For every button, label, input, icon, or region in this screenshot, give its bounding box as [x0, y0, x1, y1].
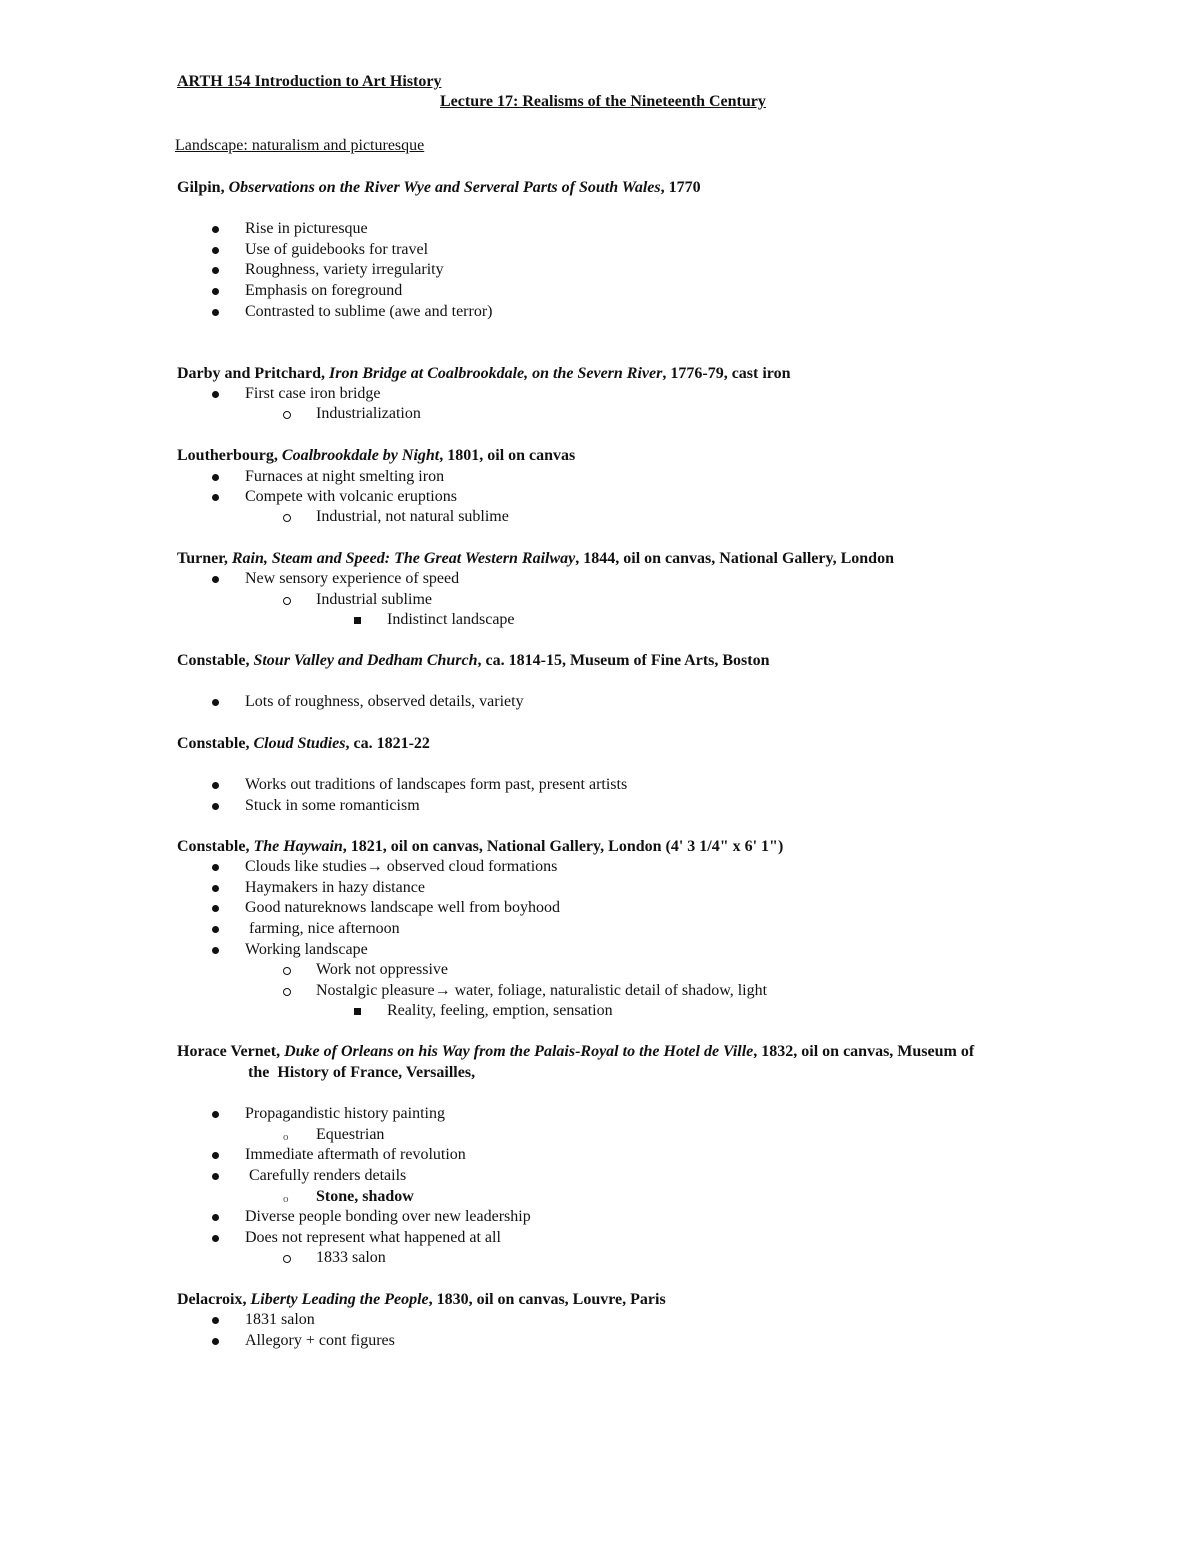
- sub-bullet-marker-icon: o: [283, 1131, 289, 1143]
- entry-heading: [177, 549, 894, 569]
- artwork-title: Observations on the River Wye and Serveral Parts of South Wales: [228, 179, 661, 196]
- artwork-details: , ca. 1814-15, Museum of Fine Arts, Boston: [477, 652, 770, 669]
- list-item: Diverse people bonding over new leadership: [245, 1208, 531, 1225]
- artwork-details: , 1776-79, cast iron: [662, 365, 791, 382]
- bullet-disc-icon: [212, 267, 219, 274]
- list-item: Stuck in some romanticism: [245, 797, 420, 814]
- entry-heading: [177, 651, 770, 671]
- list-item: Emphasis on foreground: [245, 282, 403, 299]
- bullet-square-icon: [354, 1008, 361, 1015]
- bullet-circle-icon: [283, 411, 291, 419]
- list-item: 1831 salon: [245, 1311, 315, 1328]
- list-item: Equestrian: [316, 1126, 385, 1143]
- bullet-disc-icon: [212, 494, 219, 501]
- bullet-disc-icon: [212, 1111, 219, 1118]
- list-item: Roughness, variety irregularity: [245, 261, 444, 278]
- bullet-disc-icon: [212, 1338, 219, 1345]
- artist-name: Horace Vernet,: [177, 1043, 285, 1060]
- list-item: Lots of roughness, observed details, variety: [245, 693, 524, 710]
- bullet-disc-icon: [212, 576, 219, 583]
- section-heading: Landscape: naturalism and picturesque: [175, 137, 425, 154]
- entry-heading-continuation: the History of France, Versailles,: [248, 1064, 476, 1081]
- entry-heading: [177, 364, 791, 384]
- list-item: farming, nice afternoon: [245, 920, 400, 937]
- entry-heading: [177, 837, 783, 857]
- artist-name: Gilpin,: [177, 179, 229, 196]
- artwork-details: , 1821, oil on canvas, National Gallery, London (4' 3 1/4" x 6' 1"): [342, 838, 784, 855]
- artwork-details: , 1830, oil on canvas, Louvre, Paris: [428, 1291, 666, 1308]
- entry-heading: [177, 1042, 974, 1062]
- artwork-details: , 1844, oil on canvas, National Gallery, London: [575, 550, 894, 567]
- bullet-disc-icon: [212, 947, 219, 954]
- artwork-title: Coalbrookdale by Night: [281, 447, 440, 464]
- list-item: Allegory + cont figures: [245, 1332, 395, 1349]
- artwork-title: Duke of Orleans on his Way from the Palais-Royal to the Hotel de Ville: [284, 1043, 754, 1060]
- entry-heading: [177, 446, 575, 466]
- artwork-details: , 1801, oil on canvas: [439, 447, 576, 464]
- bullet-circle-icon: [283, 597, 291, 605]
- bullet-disc-icon: [212, 803, 219, 810]
- bullet-disc-icon: [212, 1152, 219, 1159]
- artwork-title: Liberty Leading the People: [250, 1291, 429, 1308]
- list-item: Reality, feeling, emption, sensation: [387, 1002, 613, 1019]
- artwork-details: , 1832, oil on canvas, Museum of: [753, 1043, 975, 1060]
- artwork-title: Stour Valley and Dedham Church: [253, 652, 478, 669]
- artist-name: Delacroix,: [177, 1291, 251, 1308]
- bullet-disc-icon: [212, 1235, 219, 1242]
- bullet-circle-icon: [283, 1255, 291, 1263]
- artwork-title: Iron Bridge at Coalbrookdale, on the Severn River: [329, 365, 663, 382]
- bullet-disc-icon: [212, 288, 219, 295]
- artwork-title: Cloud Studies: [253, 735, 346, 752]
- bullet-square-icon: [354, 617, 361, 624]
- bullet-disc-icon: [212, 309, 219, 316]
- artwork-details: , 1770: [660, 179, 701, 196]
- bullet-disc-icon: [212, 247, 219, 254]
- list-item: New sensory experience of speed: [245, 570, 460, 587]
- bullet-disc-icon: [212, 885, 219, 892]
- artist-name: Constable,: [177, 838, 254, 855]
- artist-name: Loutherbourg,: [177, 447, 282, 464]
- list-item: Compete with volcanic eruptions: [245, 488, 457, 505]
- artist-name: Darby and Pritchard,: [177, 365, 329, 382]
- bullet-disc-icon: [212, 926, 219, 933]
- artist-name: Constable,: [177, 652, 254, 669]
- list-item: Working landscape: [245, 941, 368, 958]
- entry-heading: [177, 1290, 666, 1310]
- bullet-circle-icon: [283, 514, 291, 522]
- bullet-disc-icon: [212, 782, 219, 789]
- list-item: Immediate aftermath of revolution: [245, 1146, 466, 1163]
- entry-heading: [177, 178, 701, 198]
- list-item: Furnaces at night smelting iron: [245, 468, 445, 485]
- bullet-disc-icon: [212, 391, 219, 398]
- list-item: Rise in picturesque: [245, 220, 368, 237]
- bullet-disc-icon: [212, 699, 219, 706]
- list-item: Works out traditions of landscapes form past, present artists: [245, 776, 628, 793]
- list-item: Indistinct landscape: [387, 611, 515, 628]
- list-item: Does not represent what happened at all: [245, 1229, 501, 1246]
- bullet-disc-icon: [212, 1214, 219, 1221]
- list-item: 1833 salon: [316, 1249, 386, 1266]
- artwork-title: Rain, Steam and Speed: The Great Western Railway: [231, 550, 576, 567]
- artist-name: Constable,: [177, 735, 254, 752]
- list-item: Use of guidebooks for travel: [245, 241, 429, 258]
- bullet-disc-icon: [212, 474, 219, 481]
- list-item: Nostalgic pleasure→ water, foliage, naturalistic detail of shadow, light: [316, 982, 768, 999]
- sub-bullet-marker-icon: o: [283, 1193, 289, 1205]
- list-item: Work not oppressive: [316, 961, 449, 978]
- artwork-title: The Haywain: [253, 838, 343, 855]
- bullet-disc-icon: [212, 1173, 219, 1180]
- artwork-details: , ca. 1821-22: [345, 735, 430, 752]
- list-item: Industrialization: [316, 405, 421, 422]
- bullet-disc-icon: [212, 905, 219, 912]
- list-item: Industrial sublime: [316, 591, 432, 608]
- list-item: Clouds like studies→ observed cloud formations: [245, 858, 558, 875]
- list-item: Propagandistic history painting: [245, 1105, 445, 1122]
- list-item: Carefully renders details: [245, 1167, 407, 1184]
- bullet-disc-icon: [212, 864, 219, 871]
- bullet-circle-icon: [283, 988, 291, 996]
- list-item: Contrasted to sublime (awe and terror): [245, 303, 493, 320]
- entry-heading: [177, 734, 430, 754]
- course-title: ARTH 154 Introduction to Art History: [177, 73, 442, 90]
- list-item: Stone, shadow: [316, 1188, 414, 1205]
- list-item: Haymakers in hazy distance: [245, 879, 425, 896]
- list-item: First case iron bridge: [245, 385, 381, 402]
- lecture-title: Lecture 17: Realisms of the Nineteenth Century: [440, 93, 766, 110]
- bullet-circle-icon: [283, 967, 291, 975]
- list-item: Good natureknows landscape well from boyhood: [245, 899, 561, 916]
- artist-name: Turner,: [177, 550, 232, 567]
- list-item: Industrial, not natural sublime: [316, 508, 509, 525]
- bullet-disc-icon: [212, 226, 219, 233]
- bullet-disc-icon: [212, 1317, 219, 1324]
